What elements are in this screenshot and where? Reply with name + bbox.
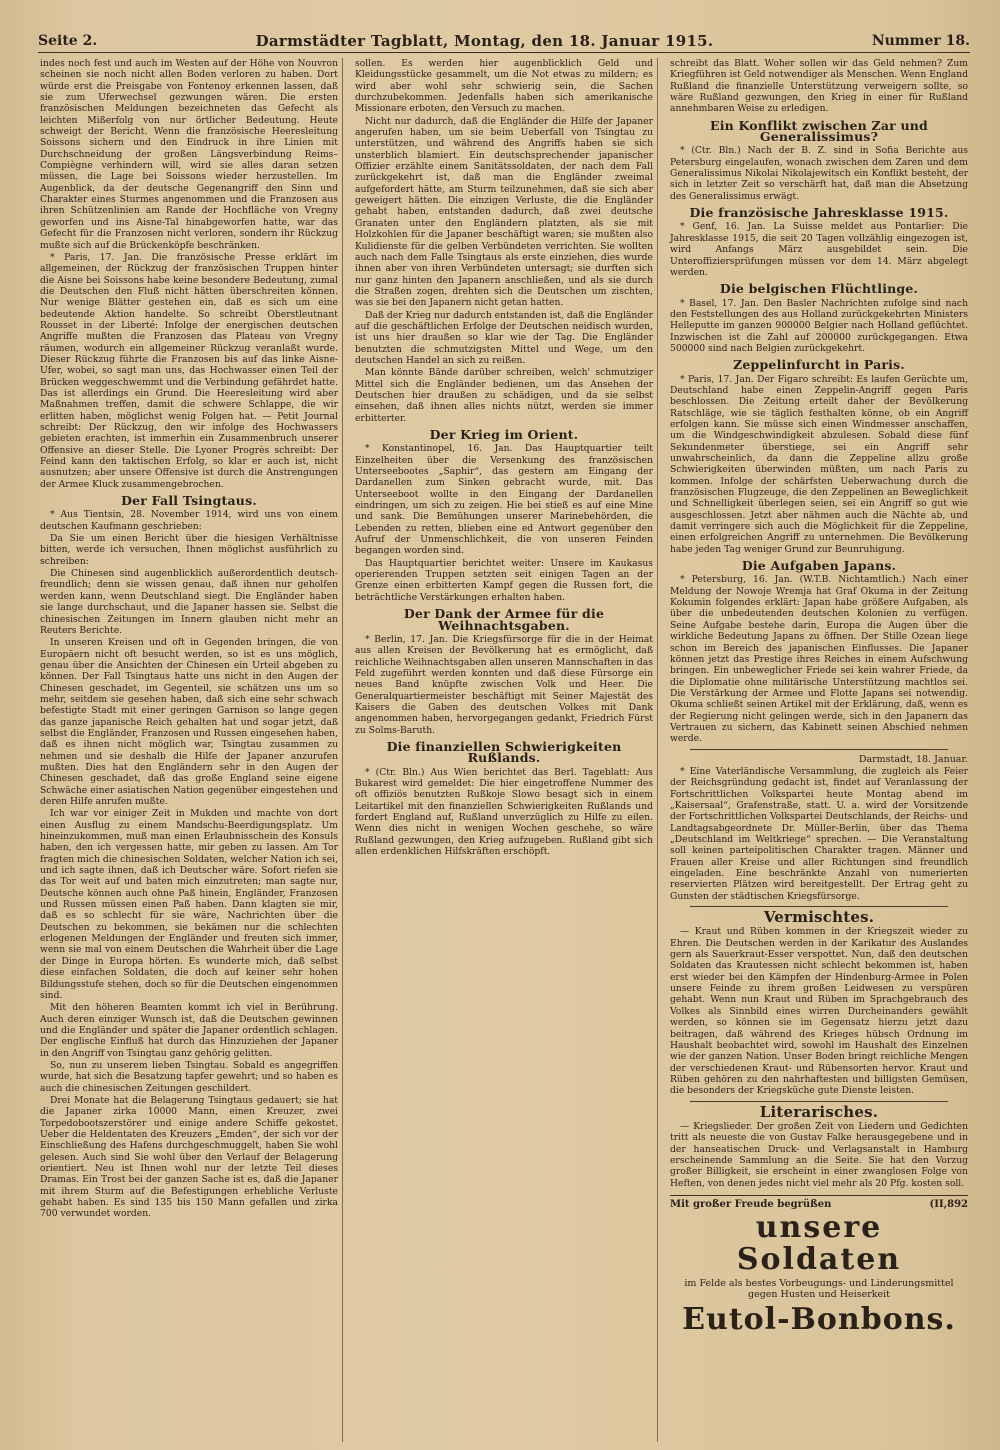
masthead: Darmstädter Tagblatt, Montag, den 18. Januar 1915. [255,32,714,50]
paragraph: * Genf, 16. Jan. La Suisse meldet aus Pontarlier: Die Jahresklasse 1915, die seit 20 Tagen vollzählig eingezogen ist, wird Anfangs März ausgebildet sein. Die Unteroffiziersprüfungen müssen vor dem 14. März abgelegt werden. [670,221,968,278]
paragraph: * Berlin, 17. Jan. Die Kriegsfürsorge für die in der Heimat aus allen Kreisen der Bevölkerung hat es ermöglicht, daß reichliche Weihnachtsgaben allen unseren Mannschaften in das Feld zugeführt werden konnten und daß diese Fürsorge ein neues Band knüpfte zwischen Volk und Heer. Die Generalquartiermeister beschäftigt mit Seiner Majestät des Kaisers die Gaben des deutschen Volkes mit Dank angenommen haben, hervorgegangen gedankt, Friedrich Fürst zu Solms-Baruth. [355,633,653,736]
paragraph: * Aus Tientsin, 28. November 1914, wird uns von einem deutschen Kaufmann geschrieben: [40,509,338,532]
issue-number: Nummer 18. [871,33,970,49]
heading-jahresklasse: Die französische Jahresklasse 1915. [689,205,949,221]
paragraph: * Basel, 17. Jan. Den Basler Nachrichten zufolge sind nach den Feststellungen des aus Holland zurückgekehrten Ministers Helleputte im ganzen 900000 Belgier nach Holland geflüchtet. Inzwischen ist die Zahl auf 200000 zurückgegangen. Etwa 500000 sind nach Belgien zurückgekehrt. [670,297,968,354]
page-header [38,30,970,53]
paragraph: * Eine Vaterländische Versammlung, die zugleich als Feier der Reichsgründung gedacht ist, findet auf Veranlassung der Fortschrittlichen Volkspartei heute Montag abend im „Kaisersaal“, Grafenstraße, statt. U. a. wird der Vorsitzende der Fortschrittlichen Volkspartei Deutschlands, der Reichs- und Landtagsabgeordnete Dr. Müller-Berlin, über das Thema „Deutschland im Weltkriege“ sprechen. — Die Veranstaltung soll keinen parteipolitischen Charakter tragen. Männer und Frauen aller Kreise und aller Richtungen sind freundlich eingeladen. Eine beschränkte Anzahl von numerierten reservierten Plätzen wird bereitgestellt. Der Ertrag geht zu Gunsten der städtischen Kriegsfürsorge. [670,765,968,902]
ad-top-line [670,1199,968,1210]
paragraph: Drei Monate hat die Belagerung Tsingtaus gedauert; sie hat die Japaner zirka 10000 Mann, einen Kreuzer, zwei Torpedobootszerstörer und einige andere Schiffe gekostet. Ueber die Heldentaten des Kreuzers „Emden“, der sich vor der Einschließung des Hafens durchgeschmuggelt, haben Sie wohl gelesen. Auch sind Sie wohl über den Verlauf der Belagerung orientiert. Neu ist Ihnen wohl nur der letzte Teil dieses Dramas. Ein Trost bei der ganzen Sache ist es, daß die Japaner mit ihrem Sturm auf die Befestigungen erhebliche Verluste gehabt haben. Es sind 135 bis 150 Mann gefallen und zirka 700 verwundet worden. [40,1094,338,1220]
paragraph: So, nun zu unserem lieben Tsingtau. Sobald es angegriffen wurde, hat sich die Besatzung tapfer gewehrt; und so haben es auch die chinesischen Zeitungen geschildert. [40,1059,338,1094]
paragraph: * (Ctr. Bln.) Nach der B. Z. sind in Sofia Berichte aus Petersburg eingelaufen, wonach zwischen dem Zaren und dem Generalissimus Nikolai Nikolajewitsch ein Konflikt besteht, der sich in letzter Zeit so verschärft hat, daß man die Absetzung des Generalissimus erwägt. [670,145,968,202]
divider [690,1101,948,1102]
paragraph: * Paris, 17. Jan. Die französische Presse erklärt im allgemeinen, der Rückzug der französischen Truppen hinter die Aisne bei Soissons habe keine besondere Bedeutung, zumal die Deutschen den Fluß nicht hätten überschreiten können. Nur wenige Blätter gestehen ein, daß es sich um eine bedeutende Aktion handelte. So schreibt Oberstleutnant Rousset in der Liberté: Infolge der energischen deutschen Angriffe mußten die Franzosen das Plateau von Vregny räumen, wodurch ein allgemeiner Rückzug veranlaßt wurde. Dieser Rückzug führte die Franzosen bis auf das linke Aisne-Ufer, wobei, so sagt man uns, das Hochwasser einen Teil der Brücken weggeschwemmt und die Verbindung gefährdet hatte. Das ist allerdings ein Grund. Die Heeresleitung wird aber Maßnahmen treffen, damit die schwere Schlappe, die wir erlitten haben, möglichst wenig Folgen hat. — Petit Journal schreibt: Der Rückzug, den wir infolge des Hochwassers gebieten erachten, ist immerhin ein Zusammenbruch unserer Offensive an dieser Stelle. Die Lyoner Progrès schreibt: Der Feind kann den taktischen Erfolg, so klar er auch ist, nicht ausnutzen; aber unsere Offensive ist durch die Anstrengungen der Armee Kluck zusammengebrochen. [40,251,338,490]
ad-intro: Mit großer Freude begrüßen [670,1198,832,1210]
columns [36,58,972,1442]
article-continuation: indes noch fest und auch im Westen auf der Höhe von Nouvron scheinen sie noch nicht allen Boden verloren zu haben. Dort würde erst die Preisgabe von Fontenoy erkennen lassen, daß sie zum Uferwechsel gezwungen wären. Die ersten französischen Meldungen bezeichneten das Gefecht als leichten Mißerfolg von nur örtlicher Bedeutung. Heute schweigt der Bericht. Wenn die französische Heeresleitung Soissons sichern und den Eindruck in ihre Linien mit Durchschneidung der großen Längsverbindung Reims–Compiègne verhindern will, wird sie alles daran setzen müssen, die Lage bei Soissons wieder herzustellen. Im Augenblick, da der deutsche Gegenangriff den Sinn und Charakter eines Sturmes angenommen und die Franzosen aus ihren Schützenlinien am Rande der Hochfläche von Vregny geworfen und ins Aisne-Tal hinabgeworfen hatte, war das Gefecht für die Franzosen nicht verloren, sondern ihr Rückzug mußte sich auf die Brückenköpfe beschränken. [40,58,338,251]
heading-dank-armee: Der Dank der Armee für die Weihnachtsgaben. [403,606,605,633]
heading-literarisches: Literarisches. [759,1102,879,1121]
paragraph: * (Ctr. Bln.) Aus Wien berichtet das Berl. Tageblatt: Aus Bukarest wird gemeldet: Die hier eingetroffene Nummer des oft offiziös benutzten Rußkoje Slowo besagt sich in einem Leitartikel mit den finanziellen Schwierigkeiten Rußlands und fordert England auf, Rußland unverzüglich zu Hilfe zu eilen. Wenn dies nicht in wenigen Wochen geschehe, so wäre Rußland gezwungen, den Krieg aufzugeben. Rußland gibt sich allen erdenklichen Hilfskräften erschöpft. [355,766,653,858]
heading-fall-tsingtaus: Der Fall Tsingtaus. [121,493,257,509]
column-3 [666,58,972,1442]
paragraph: * Konstantinopel, 16. Jan. Das Hauptquartier teilt Einzelheiten über die Versenkung des französischen Unterseebootes „Saphir“, das gestern am Eingang der Dardanellen zum Sinken gebracht wurde, mit. Das Unterseeboot wollte in den Eingang der Dardanellen eindringen, um sich zu zeigen. Hie bei stieß es auf eine Mine und sank. Die Bemühungen unserer Marinebehörden, die Lebenden zu retten, blieben eine ed Antwort gegenüber den Aufruf der Unmenschlichkeit, die von unseren Feinden begangen worden sind. [355,443,653,557]
paragraph: Die Chinesen sind augenblicklich außerordentlich deutsch-freundlich; denn sie wissen genau, daß ihnen nur geholfen werden kann, wenn Deutschland siegt. Die Engländer haben sie lange durchschaut, und die Japaner hassen sie. Selbst die chinesischen Zeitungen im Innern glauben nicht mehr an Reuters Berichte. [40,568,338,636]
heading-vermischtes: Vermischtes. [763,908,875,927]
paragraph: — Kriegslieder. Der großen Zeit von Liedern und Gedichten tritt als neueste die von Gustav Falke herausgegebene und in der hanseatischen Druck- und Verlagsanstalt in Hamburg erscheinende Sammlung an die Seite. Sie hat den Vorzug großer Billigkeit, sie erscheint in einer zwanglosen Folge von Heften, von denen jedes nicht viel mehr als 20 Pfg. kosten soll. [670,1120,968,1189]
ad-headline: unsere Soldaten [736,1210,902,1278]
heading-aufgaben-japans: Die Aufgaben Japans. [741,558,897,574]
column-1 [36,58,343,1442]
advertisement [670,1195,968,1336]
page-number: Seite 2. [38,33,98,49]
paragraph: sollen. Es werden hier augenblicklich Geld und Kleidungsstücke gesammelt, um die Not etwas zu mildern; es wird aber wohl sehr schwierig sein, die Sachen durchzubekommen. Jedenfalls haben sich amerikanische Missionare erboten, den Versuch zu machen. [355,58,653,115]
divider [690,749,948,750]
paragraph: Man könnte Bände darüber schreiben, welch' schmutziger Mittel sich die Engländer bedienen, um das Ansehen der Deutschen hier draußen zu schädigen, und da sie selbst einsehen, daß ihnen alles nichts nützt, werden sie immer erbitterter. [355,367,653,424]
paragraph: Da Sie um einen Bericht über die hiesigen Verhältnisse bitten, werde ich versuchen, Ihnen möglichst ausführlich zu schreiben: [40,533,338,567]
heading-russland-finanzen: Die finanziellen Schwierigkeiten Rußlands. [386,738,622,766]
paragraph: In unseren Kreisen und oft in Gegenden bringen, die von Europäern nicht oft besucht werden, so ist es uns möglich, genau über die Ansichten der Chinesen ein Urteil abgeben zu können. Der Fall Tsingtaus hatte uns nicht in den Augen der Chinesen geschadet, im Gegenteil, sie schätzen uns um so mehr, seitdem sie gesehen haben, daß sich eine sehr schwach befestigte Stadt mit einer geringen Garnison so lange gegen das ganze japanische Reich gehalten hat und sogar jetzt, daß selbst die Engländer, Franzosen und Russen eingesehen haben, daß es ihnen nicht möglich war, Tsingtau zusammen zu nehmen und sie deshalb die Hilfe der Japaner anzurufen mußten. Dies hat den Engländern sehr in den Augen der Chinesen geschadet, daß das große England seine eigene Schwäche einer asiatischen Nation gegenüber eingestehen und deren Hilfe anrufen mußte. [40,637,338,807]
paragraph: schreibt das Blatt. Woher sollen wir das Geld nehmen? Zum Kriegführen ist Geld notwendiger als Menschen. Wenn England Rußland die finanzielle Unterstützung verweigern sollte, so wäre Rußland gezwungen, den Krieg in einer für Rußland annehmbaren Weise zu erledigen. [670,58,968,115]
heading-krieg-orient: Der Krieg im Orient. [429,427,579,442]
paragraph: — Kraut und Rüben kommen in der Kriegszeit wieder zu Ehren. Die Deutschen werden in der Karikatur des Auslandes gern als Sauerkraut-Esser verspottet. Nun, daß den deutschen Soldaten das Krautessen nicht schlecht bekommen ist, haben erst wieder bei den Kämpfen der Hindenburg-Armee in Polen unsere Feinde zu ihrem großen Leidwesen zu verspüren gehabt. Wenn nun Kraut und Rüben im Sprachgebrauch des Volkes als Sinnbild eines wirren Durcheinanders gewählt werden, so können sie im Gegensatz hierzu jetzt dazu beitragen, daß während des Krieges hübsch Ordnung im Haushalt beobachtet wird, sowohl im Haushalt des Einzelnen wie der ganzen Nation. Unser Boden bringt reichliche Mengen der verschiedenen Kraut- und Rübensorten hervor. Kraut und Rüben gehören zu den nahrhaftesten und billigsten Gemüsen, die besonders der Kriegsküche gute Dienste leisten. [670,926,968,1097]
ad-code: (II,892 [929,1198,968,1210]
divider [690,906,948,907]
dateline: Darmstadt, 18. Januar. [858,753,968,765]
paragraph: * Petersburg, 16. Jan. (W.T.B. Nichtamtlich.) Nach einer Meldung der Nowoje Wremja hat Graf Okuma in der Zeitung Kokumin folgendes erklärt: Japan habe größere Aufgaben, als über die unbedeutenden deutschen Kolonien zu verfügen. Seine Aufgabe bestehe darin, Europa die Augen über die wirkliche Bedeutung Japans zu öffnen. Der Stille Ozean liege schon im Bereich des japanischen Einflusses. Die Japaner können jetzt das Prestige ihres Reiches in einem Aufschwung bringen. Ein unbeweglicher Friede sei kein wahrer Friede, da die Diplomatie ohne militärische Unterstützung machtlos sei. Die Verstärkung der Armee und Flotte Japans sei notwendig. Okuma schließt seinen Artikel mit der Erklärung, daß, wenn es der Regierung nicht gelingen werde, sich in den Japanern das Vertrauen zu sichern, das Kabinett seinen Abschied nehmen werde. [670,574,968,745]
heading-zeppelinfurcht: Zeppelinfurcht in Paris. [733,357,905,373]
column-2 [351,58,658,1442]
ad-product: Eutol-Bonbons. [682,1302,956,1338]
heading-konflikt-zar: Ein Konflikt zwischen Zar und Generalissimus? [709,117,928,145]
paragraph: Das Hauptquartier berichtet weiter: Unsere im Kaukasus operierenden Truppen setzten seit einigen Tagen an der Grenze einen erbitterten Kampf gegen die Russen fort, die beträchtliche Verstärkungen erhalten haben. [355,557,653,603]
paragraph: Mit den höheren Beamten kommt ich viel in Berührung. Auch deren einziger Wunsch ist, daß die Deutschen gewinnen und die Engländer und später die Japaner ordentlich schlagen. Der englische Einfluß hat durch das Hinzuziehen der Japaner in den Angriff von Tsingtau ganz gehörig gelitten. [40,1002,338,1059]
ad-description: im Felde als bestes Vorbeugungs- und Linderungsmittel gegen Husten und Heiserkeit [684,1278,954,1301]
paragraph: Nicht nur dadurch, daß die Engländer die Hilfe der Japaner angerufen haben, um sie beim Ueberfall von Tsingtau zu unterstützen, und während des Angriffs haben sie sich unsterblich blamiert. Ein deutschsprechender japanischer Offizier erzählte einem Sanitätssoldaten, der nach dem Fall zurückgekehrt ist, daß man die Engländer zweimal aufgefordert hätte, am Sturm teilzunehmen, daß sie sich aber geweigert hätten. Die einzigen Verluste, die die Engländer gehabt haben, entstanden dadurch, daß zwei deutsche Granaten unter den Engländern platzten, als sie mit Holzkohlen für die Japaner beschäftigt waren; sie mußten also Kulidienste für die gelben Verbündeten verrichten. Sie wollten auch nach dem Falle Tsingtaus als erste einziehen, dies wurde ihnen aber von ihren Verbündeten untersagt; sie durften sich nur ganz hinten den Japanern anschließen, und als sie durch die Straßen zogen, drehten sich die Deutschen um zischten, was sie bei den Japanern nicht getan hatten. [355,115,653,309]
paragraph: * Paris, 17. Jan. Der Figaro schreibt: Es laufen Gerüchte um, Deutschland habe einen Zeppelin-Angriff gegen Paris beschlossen. Die Zeitung erteilt daher der Bevölkerung Ratschläge, wie sie täglich festhalten könne, ob ein Angriff erfolgen kann. Sie müsse sich einen Windmesser anschaffen, um die Windgeschwindigkeit abzulesen. Sobald diese fünf Sekundenmeter überstiege, sei ein Angriff sehr unwahrscheinlich, da dann die Zeppeline allzu große Schwierigkeiten überwinden müßten, um nach Paris zu kommen. Infolge der schärfsten Ueberwachung durch die französischen Flugzeuge, die den Zeppelinen an Beweglichkeit und Schnelligkeit überlegen seien, sei ein Angriff so gut wie ausgeschlossen. Jetzt aber nähmen auch die Nächte ab, und damit verringere sich auch die Möglichkeit für die Zeppeline, einen erfolgreichen Angriff zu unternehmen. Die Bevölkerung habe jeden Tag weniger Grund zur Beunruhigung. [670,373,968,555]
paragraph: Daß der Krieg nur dadurch entstanden ist, daß die Engländer auf die geschäftlichen Erfolge der Deutschen neidisch wurden, ist uns hier draußen so klar wie der Tag. Die Engländer benutzten die schmutzigsten Mittel und Wege, um den deutschen Handel an sich zu reißen. [355,309,653,366]
paragraph: Ich war vor einiger Zeit in Mukden und machte von dort einen Ausflug zu einem Mandschu-Beerdigungsplatz. Um hineinzukommen, muß man einen Erlaubnisschein des Konsuls haben, den ich vergessen hatte, mir geben zu lassen. Am Tor fragten mich die chinesischen Soldaten, welcher Nation ich sei, und ich sagte ihnen, daß ich Deutscher wäre. Sofort riefen sie das Tor weit auf und baten mich einzutreten; man sagte nur, Deutsche können auch ohne Paß hinein, Engländer, Franzosen und Russen müssen einen Paß haben. Dann klagten sie mir, daß es so schlecht für sie wäre, Nachrichten über die Deutschen zu bekommen, sie bekämen nur die schlechten erlogenen Meldungen der Engländer und freuten sich immer, wenn sie mal von einem Deutschen die Wahrheit über die Lage der Dinge in Europa hörten. Es wunderte mich, daß selbst diese einfachen Soldaten, die doch auf keiner sehr hohen Bildungsstufe stehen, doch so für die Deutschen eingenommen sind. [40,808,338,1001]
heading-fluechtlinge: Die belgischen Flüchtlinge. [719,281,919,297]
